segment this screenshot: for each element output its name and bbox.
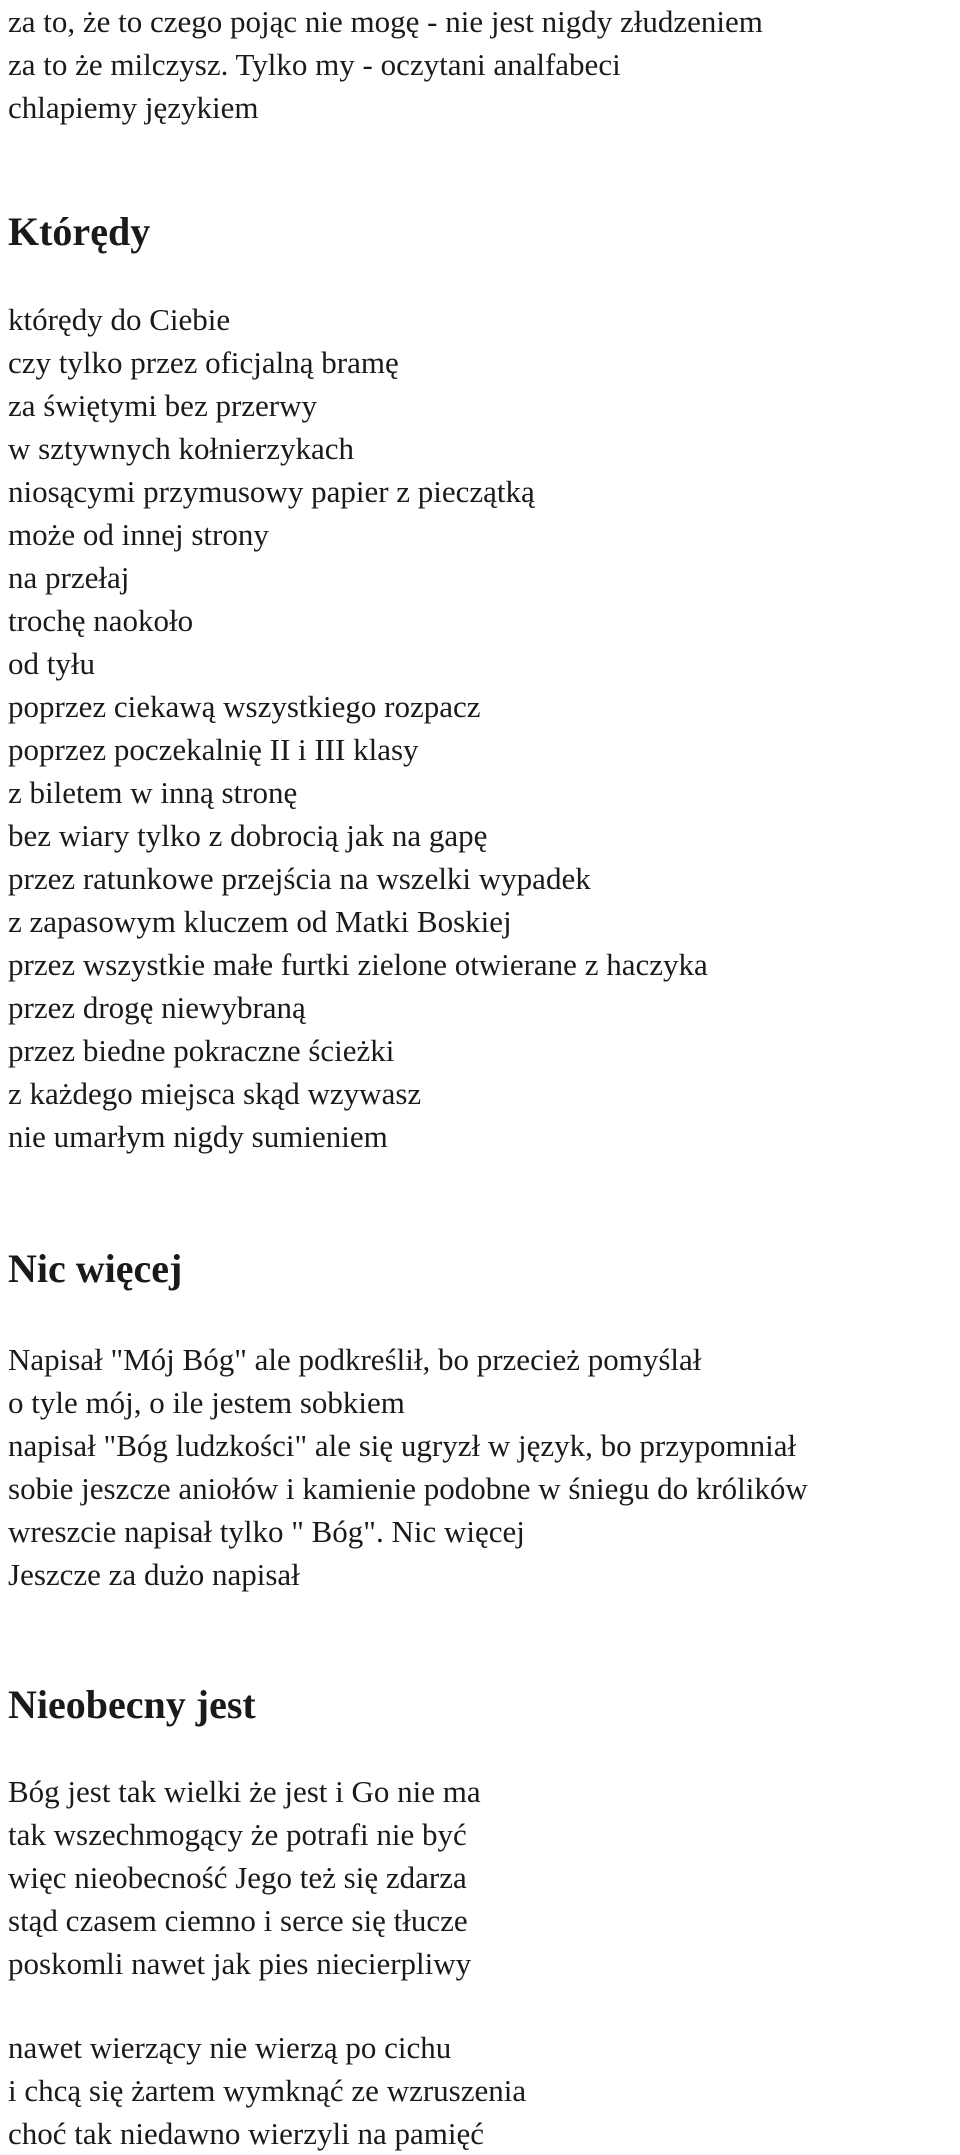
- poem-body-ktoredy: [8, 298, 708, 1158]
- poem-line: nawet wierzący nie wierzą po cichu: [8, 2030, 452, 2065]
- intro-text: [8, 0, 763, 129]
- poem-line: którędy do Ciebie: [8, 302, 231, 337]
- poem-title: Którędy: [8, 209, 151, 254]
- poem-line: trochę naokoło: [8, 603, 194, 638]
- poem-line: i chcą się żartem wymknąć ze wzruszenia: [8, 2073, 527, 2108]
- poem-line: Bóg jest tak wielki że jest i Go nie ma: [8, 1774, 481, 1809]
- poem-line: przez wszystkie małe furtki zielone otwierane z haczyka: [8, 947, 708, 982]
- poem-line: czy tylko przez oficjalną bramę: [8, 345, 399, 380]
- poem-line: może od innej strony: [8, 517, 269, 552]
- poem-line: w sztywnych kołnierzykach: [8, 431, 355, 466]
- poem-title: Nieobecny jest: [8, 1682, 256, 1727]
- poem-stanza-2: [8, 2026, 526, 2155]
- poem-line: przez biedne pokraczne ścieżki: [8, 1033, 395, 1068]
- poem-line: bez wiary tylko z dobrocią jak na gapę: [8, 818, 488, 853]
- poem-line: z zapasowym kluczem od Matki Boskiej: [8, 904, 512, 939]
- poem-line: tak wszechmogący że potrafi nie być: [8, 1817, 467, 1852]
- poem-line: choć tak niedawno wierzyli na pamięć: [8, 2116, 484, 2151]
- poem-line: Jeszcze za dużo napisał: [8, 1557, 300, 1592]
- poem-line: przez ratunkowe przejścia na wszelki wypadek: [8, 861, 591, 896]
- poem-line: napisał "Bóg ludzkości" ale się ugryzł w język, bo przypomniał: [8, 1428, 797, 1463]
- poem-line: więc nieobecność Jego też się zdarza: [8, 1860, 467, 1895]
- poem-line: za świętymi bez przerwy: [8, 388, 318, 423]
- poem-line: nie umarłym nigdy sumieniem: [8, 1119, 388, 1154]
- poem-line: o tyle mój, o ile jestem sobkiem: [8, 1385, 405, 1420]
- poem-line: niosącymi przymusowy papier z pieczątką: [8, 474, 535, 509]
- poem-line: z biletem w inną stronę: [8, 775, 298, 810]
- poem-line: poskomli nawet jak pies niecierpliwy: [8, 1946, 472, 1981]
- poem-title-nieobecny-jest: [8, 1681, 256, 1729]
- poem-line: od tyłu: [8, 646, 95, 681]
- poem-title-ktoredy: [8, 208, 150, 256]
- poem-line: poprzez poczekalnię II i III klasy: [8, 732, 419, 767]
- poem-line: wreszcie napisał tylko " Bóg". Nic więcej: [8, 1514, 525, 1549]
- poem-line: sobie jeszcze aniołów i kamienie podobne w śniegu do królików: [8, 1471, 808, 1506]
- poem-line: z każdego miejsca skąd wzywasz: [8, 1076, 422, 1111]
- poem-title: Nic więcej: [8, 1246, 183, 1291]
- poem-line: stąd czasem ciemno i serce się tłucze: [8, 1903, 468, 1938]
- text-line: chlapiemy językiem: [8, 90, 259, 125]
- text-line: za to że milczysz. Tylko my - oczytani analfabeci: [8, 47, 621, 82]
- poem-title-nic-wiecej: [8, 1245, 182, 1293]
- text-line: za to, że to czego pojąc nie mogę - nie jest nigdy złudzeniem: [8, 4, 763, 39]
- poem-line: na przełaj: [8, 560, 130, 595]
- poem-line: poprzez ciekawą wszystkiego rozpacz: [8, 689, 481, 724]
- poem-stanza-1: [8, 1770, 481, 1985]
- poem-body-nic-wiecej: [8, 1338, 808, 1596]
- poem-line: Napisał "Mój Bóg" ale podkreślił, bo przecież pomyślał: [8, 1342, 702, 1377]
- poem-line: przez drogę niewybraną: [8, 990, 306, 1025]
